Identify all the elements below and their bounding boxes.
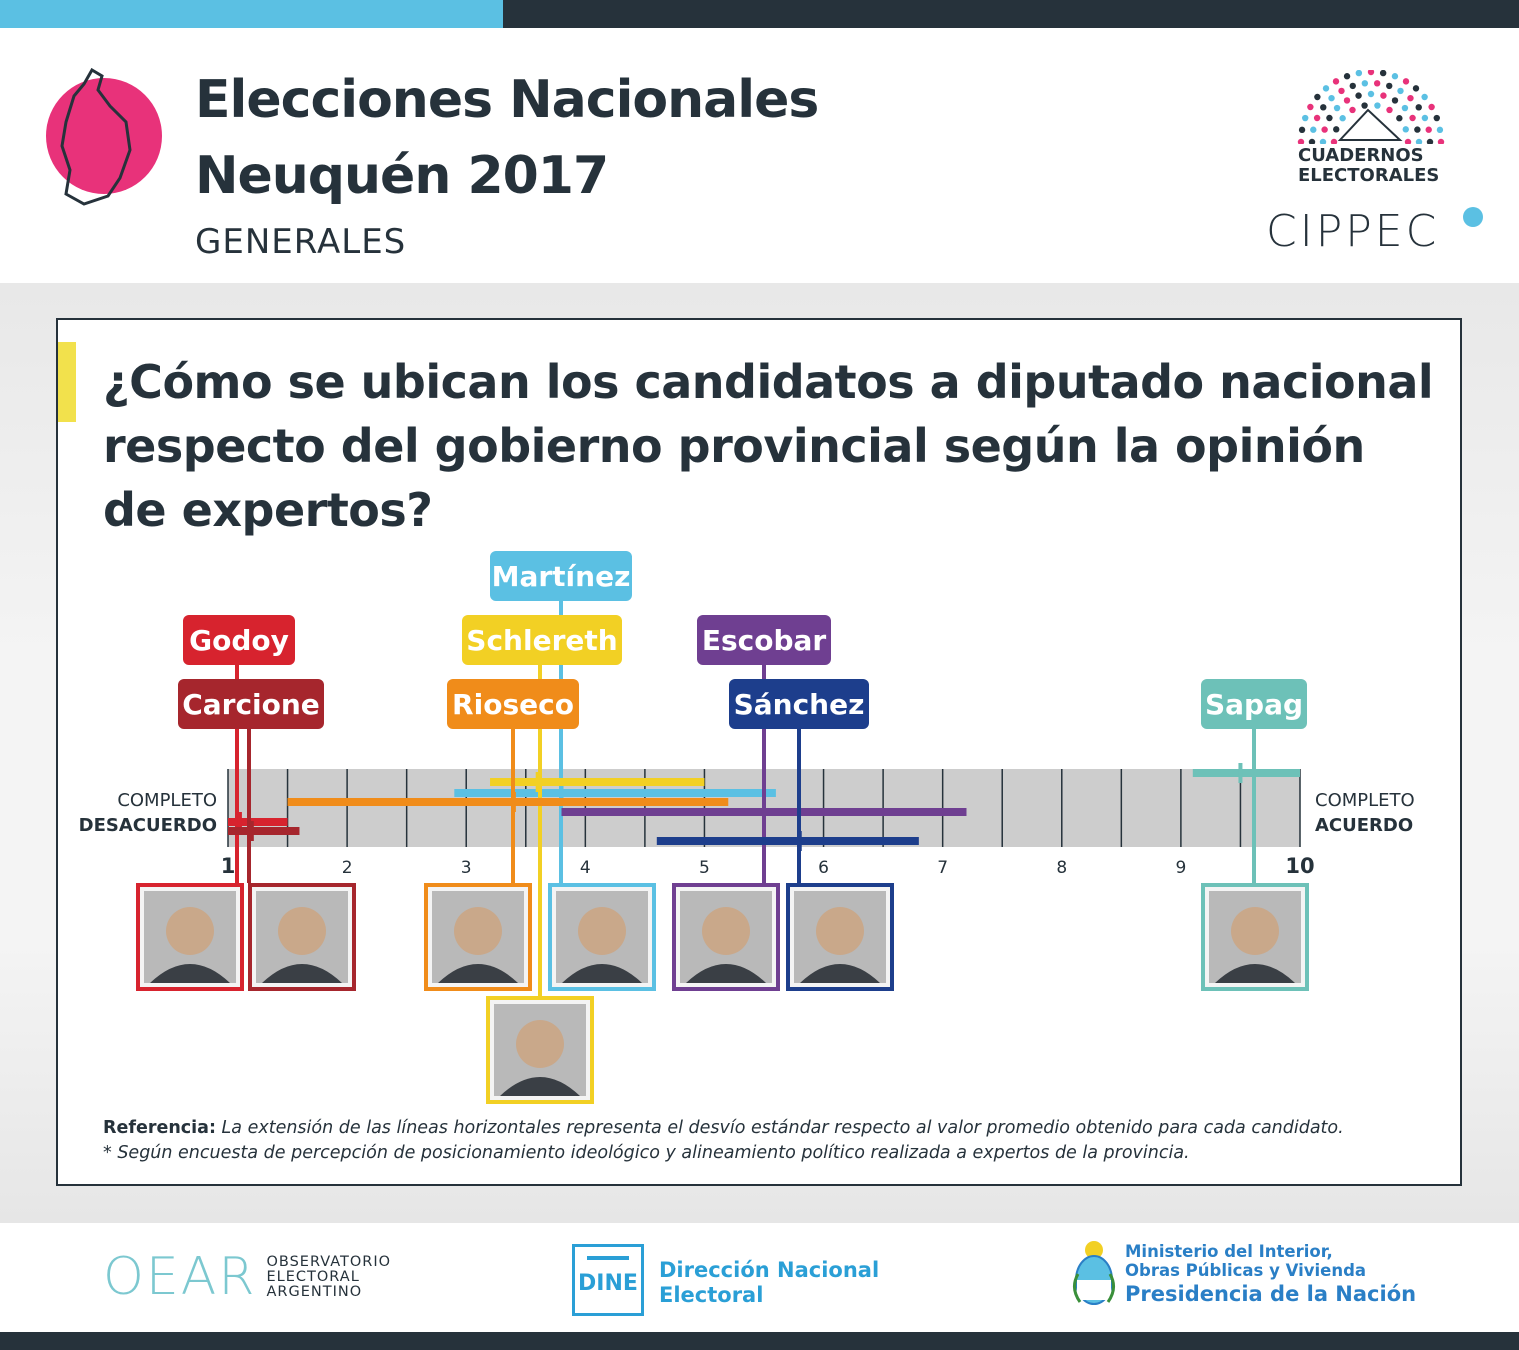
tick-label: 10 xyxy=(1285,854,1315,878)
sd-bar-sanchez xyxy=(657,837,919,845)
label-martinez: Martínez xyxy=(491,560,631,593)
right-axis-label-bold: ACUERDO xyxy=(1315,815,1414,836)
label-sapag: Sapag xyxy=(1204,688,1304,721)
bottom-dark-bar xyxy=(0,1332,1519,1350)
sd-bar-rioseco xyxy=(288,798,729,806)
dine-logo: DINE xyxy=(572,1244,644,1316)
label-godoy: Godoy xyxy=(189,624,289,657)
sd-bar-schlereth xyxy=(490,778,704,786)
tick-label: 2 xyxy=(341,858,353,878)
label-escobar: Escobar xyxy=(701,624,827,657)
right-axis-label: COMPLETO xyxy=(1315,790,1415,811)
tick-label: 8 xyxy=(1056,858,1068,878)
dine-logo-text: Dirección Nacional Electoral xyxy=(659,1258,880,1307)
tick-label: 9 xyxy=(1175,858,1187,878)
photo-face-godoy xyxy=(166,907,214,955)
photo-face-carcione xyxy=(278,907,326,955)
tick-label: 7 xyxy=(937,858,949,878)
reference-text: La extensión de las líneas horizontales representa el desvío estándar respecto al valor promedio obtenido para cada candidato. xyxy=(221,1118,1344,1138)
label-carcione: Carcione xyxy=(182,688,320,721)
ministerio-logo-text: Ministerio del Interior, Obras Públicas y Vivienda Presidencia de la Nación xyxy=(1125,1242,1417,1306)
photo-face-sanchez xyxy=(816,907,864,955)
photo-face-martinez xyxy=(578,907,626,955)
title-line-2: Neuquén 2017 xyxy=(195,146,609,206)
chart-reference xyxy=(103,1116,1344,1166)
cuadernos-logo-text: CUADERNOS ELECTORALES xyxy=(1298,145,1440,186)
sd-bar-martinez xyxy=(454,789,776,797)
tick-label: 5 xyxy=(699,858,710,878)
sd-bar-carcione xyxy=(228,827,299,835)
reference-note: * Según encuesta de percepción de posicionamiento ideológico y alineamiento político realizada a expertos de la provincia. xyxy=(103,1143,1190,1163)
cippec-logo: CIPPEC xyxy=(1266,206,1440,257)
label-rioseco: Rioseco xyxy=(452,688,574,721)
tick-label: 4 xyxy=(579,858,591,878)
chart-question: ¿Cómo se ubican los candidatos a diputado nacional respecto del gobierno provincial según la opinión de expertos? xyxy=(103,355,1434,537)
photo-face-rioseco xyxy=(454,907,502,955)
sd-bar-sapag xyxy=(1193,769,1300,777)
photo-face-sapag xyxy=(1231,907,1279,955)
left-axis-label: COMPLETO xyxy=(117,790,217,811)
left-axis-label-bold: DESACUERDO xyxy=(78,815,217,836)
reference-label: Referencia: xyxy=(103,1118,216,1138)
page-subtitle: GENERALES xyxy=(195,222,407,262)
photo-face-escobar xyxy=(702,907,750,955)
oear-logo: OEAR OBSERVATORIO ELECTORAL ARGENTINO xyxy=(103,1247,392,1307)
title-line-1: Elecciones Nacionales xyxy=(195,70,819,130)
label-sanchez: Sánchez xyxy=(733,688,865,721)
tick-label: 3 xyxy=(460,858,472,878)
photo-face-schlereth xyxy=(516,1020,564,1068)
tick-label: 6 xyxy=(818,858,829,878)
national-shield-icon xyxy=(1070,1240,1118,1308)
tick-label: 1 xyxy=(220,854,236,878)
label-schlereth: Schlereth xyxy=(466,624,618,657)
